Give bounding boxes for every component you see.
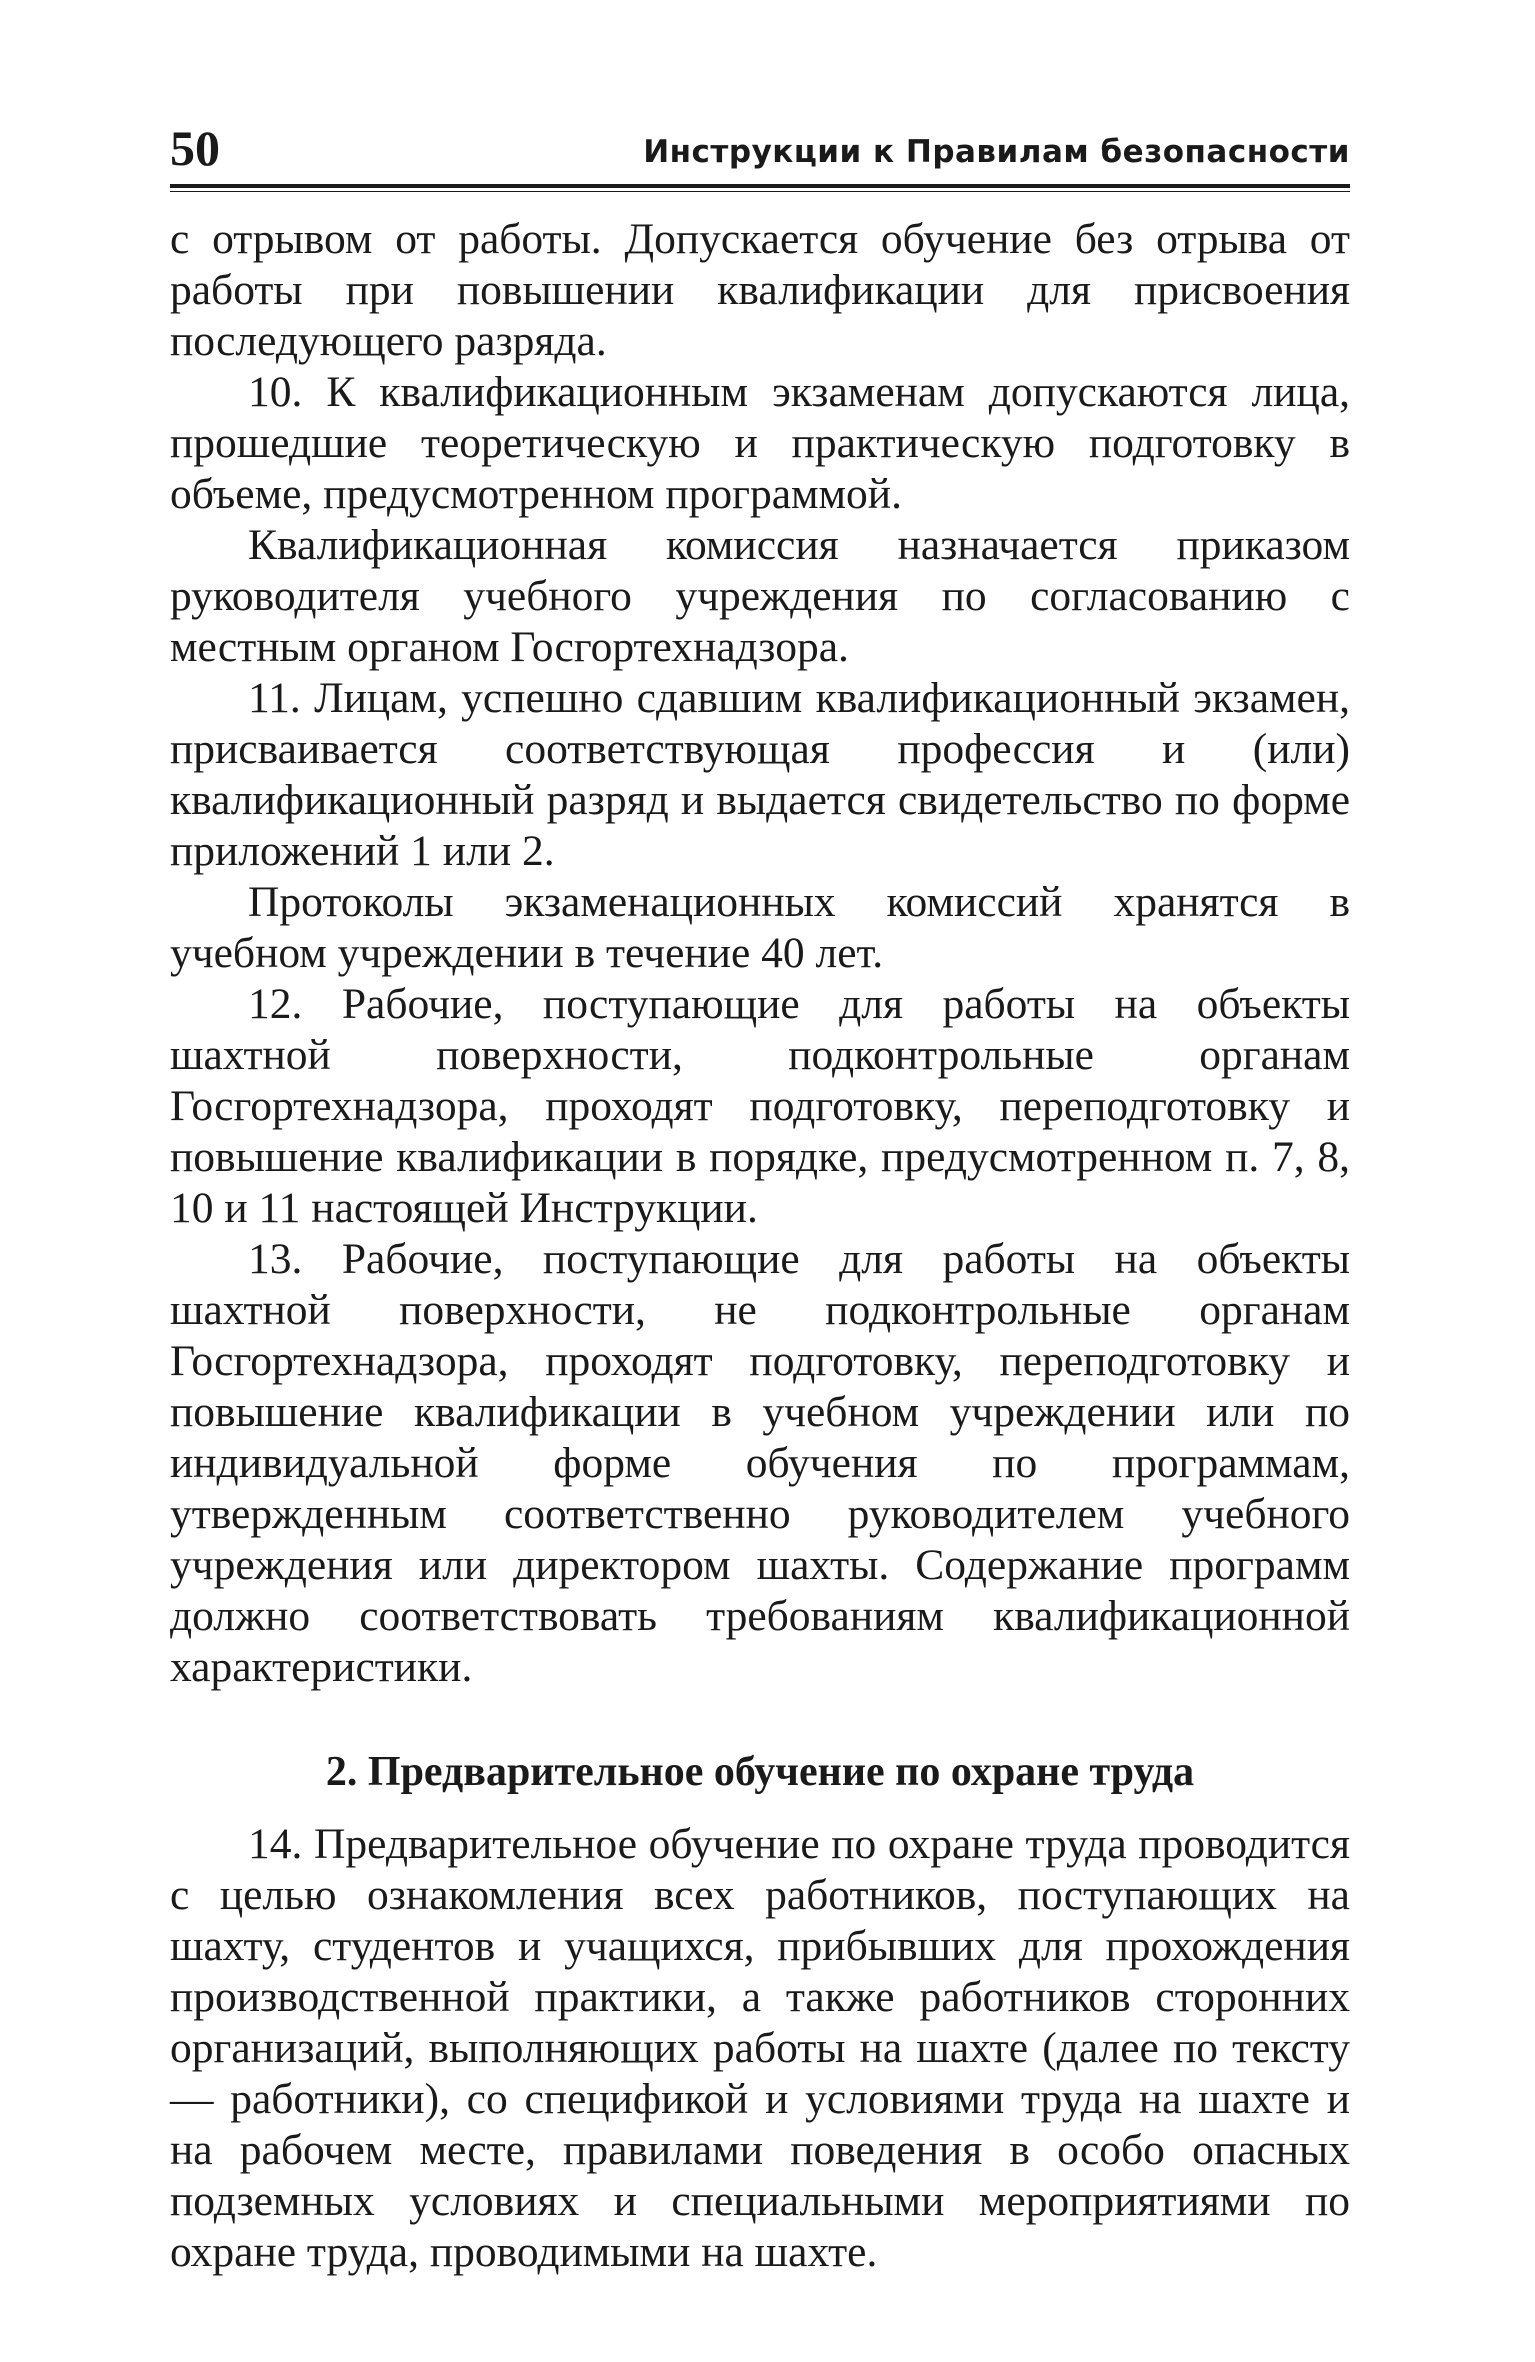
paragraph-continuation: с отрывом от работы. Допускается обучение без отрыва от работы при повышении квалификации для присвоения последующего разряда. [170, 215, 1350, 365]
paragraph-item-11: 11. Лицам, успешно сдавшим квалификационный экзамен, присваивается соответствующая профессия и (или) квалификационный разряд и выдается свидетельство по форме приложений 1 или 2. [170, 674, 1350, 875]
section-heading: 2. Предварительное обучение по охране труда [325, 1749, 1195, 1795]
body-text [170, 214, 1350, 2278]
paragraph-item-10: 10. К квалификационным экзаменам допускаются лица, прошедшие теоретическую и практическую подготовку в объеме, предусмотренном программой. [170, 368, 1350, 518]
paragraph-commission: Квалификационная комиссия назначается приказом руководителя учебного учреждения по согласованию с местным органом Госгортехнадзора. [170, 521, 1350, 671]
header-rule [170, 184, 1350, 192]
paragraph-item-12: 12. Рабочие, поступающие для работы на объекты шахтной поверхности, подконтрольные органам Госгортехнадзора, проходят подготовку, переподготовку и повышение квалификации в порядке, предусмотренном п. 7, 8, 10 и 11 настоящей Инструкции. [170, 980, 1350, 1232]
running-title: Инструкции к Правилам безопасности [643, 134, 1350, 170]
page-header [170, 118, 1350, 182]
paragraph-item-14: 14. Предварительное обучение по охране труда проводится с целью ознакомления всех работников, поступающих на шахту, студентов и учащихся, прибывших для прохождения производственной практики, а также работников сторонних организаций, выполняющих работы на шахте (далее по тексту — работники), со спецификой и условиями труда на шахте и на рабочем месте, правилами поведения в особо опасных подземных условиях и специальными мероприятиями по охране труда, проводимыми на шахте. [170, 1820, 1350, 2276]
paragraph-item-13: 13. Рабочие, поступающие для работы на объекты шахтной поверхности, не подконтрольные органам Госгортехнадзора, проходят подготовку, переподготовку и повышение квалификации в учебном учреждении или по индивидуальной форме обучения по программам, утвержденным соответственно руководителем учебного учреждения или директором шахты. Содержание программ должно соответствовать требованиям квалификационной характеристики. [170, 1235, 1350, 1691]
paragraph-protocols: Протоколы экзаменационных комиссий хранятся в учебном учреждении в течение 40 лет. [170, 878, 1350, 977]
page-number: 50 [170, 120, 220, 176]
book-page [170, 118, 1350, 2278]
